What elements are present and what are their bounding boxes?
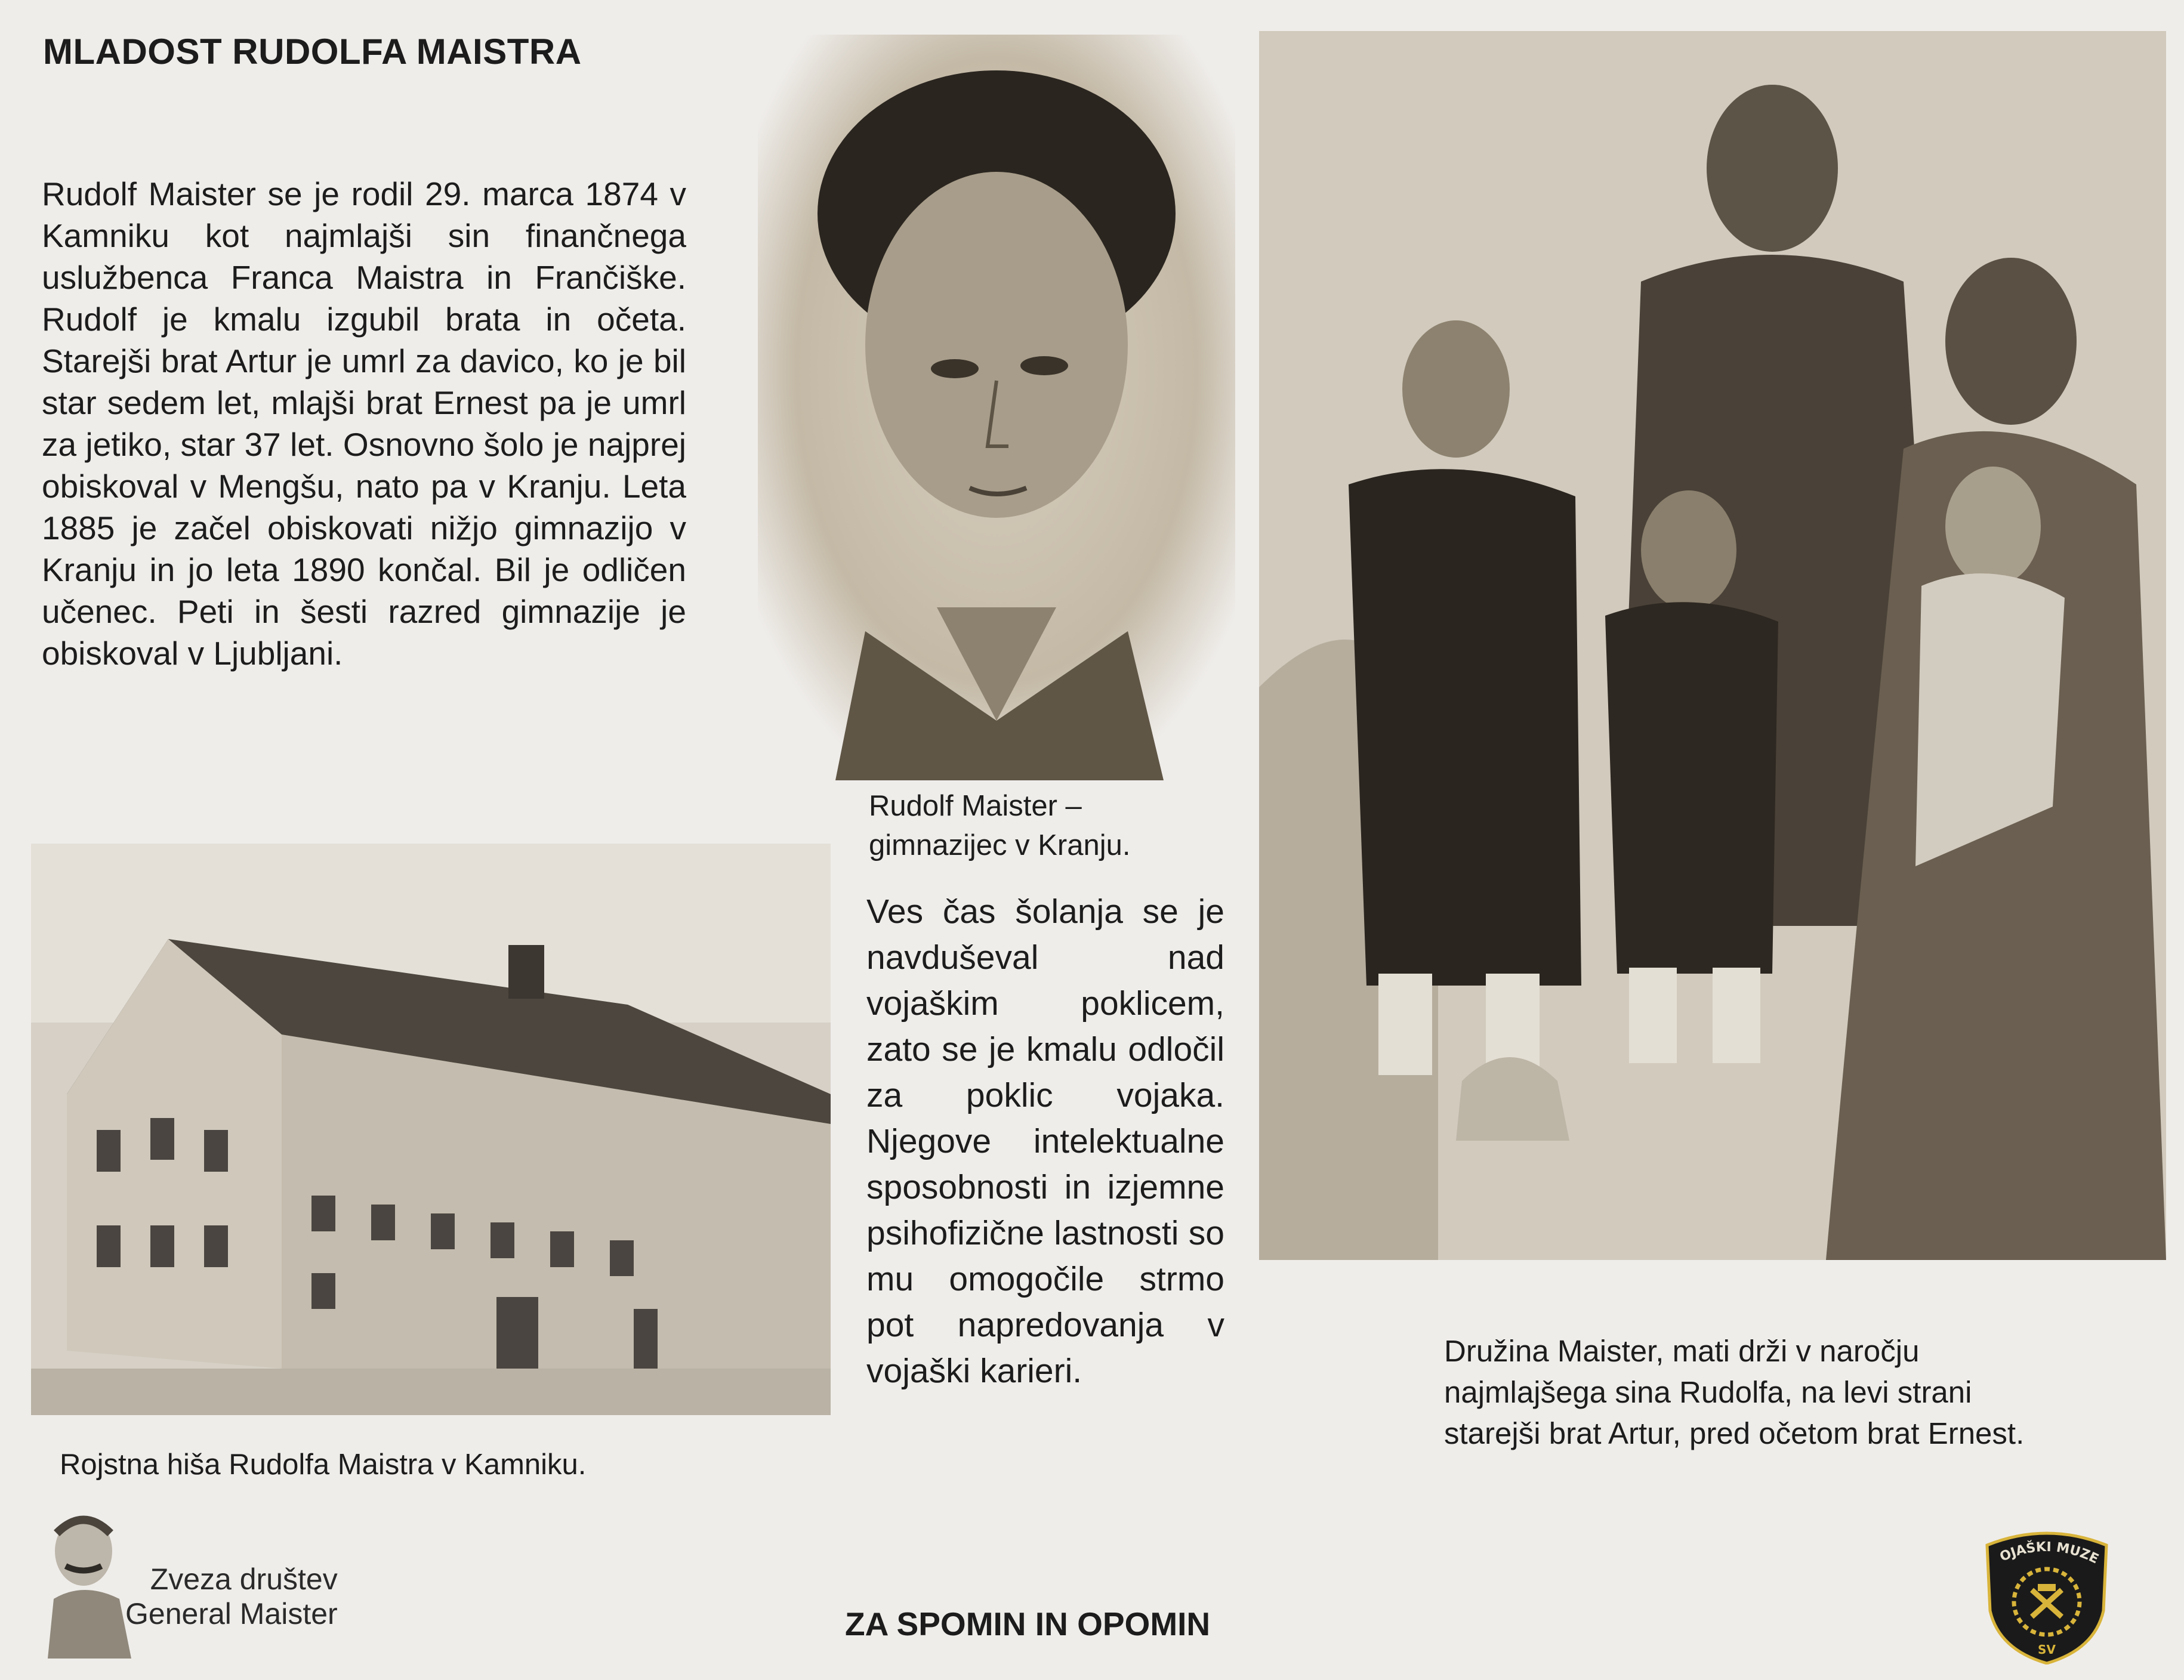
school-text: Ves čas šolanja se je navduševal nad vojaškim poklicem, zato se je kmalu odločil za poklic vojaka. Njegove intelektualne sposobnosti in izjemne psihofizične lastnosti so mu omogočile strmo pot napredovanja v vojaški karieri. (866, 892, 1224, 1390)
museum-shield-icon (1975, 1521, 2118, 1664)
organization-name (125, 1562, 338, 1631)
organization-name-line: Zveza društev (150, 1562, 338, 1596)
badge-text-top: OJAŠKI MUZE (1997, 1539, 2101, 1567)
footer-title: ZA SPOMIN IN OPOMIN (845, 1605, 1211, 1642)
portrait-caption-line: Rudolf Maister – (869, 790, 1082, 822)
intro-paragraph: Rudolf Maister se je rodil 29. marca 1874 v Kamniku kot najmlajši sin finančnega uslužbenca Franca Maistra in Frančiške. Rudolf je kmalu izgubil brata in očeta. Starejši brat Artur je umrl za davico, ko je bil star sedem let, mlajši brat Ernest pa je umrl za jetiko, star 37 let. Osnovno šolo je najprej obiskoval v Mengšu, nato pa v Kranju. Leta 1885 je začel obiskovati nižjo gimnazijo v Kranju in jo leta 1890 končal. Bil je odličen učenec. Peti in šesti razred gimnazije je obiskoval v Ljubljani. (42, 175, 686, 672)
organization-name-line: General Maister (125, 1597, 338, 1630)
portrait-caption-line: gimnazijec v Kranju. (869, 829, 1131, 861)
portrait-caption (869, 786, 1130, 865)
badge-text-bottom: SV (2038, 1642, 2056, 1657)
house-caption: Rojstna hiša Rudolfa Maistra v Kamniku. (60, 1449, 587, 1481)
museum-badge (1975, 1521, 2118, 1664)
intro-text (42, 173, 686, 674)
family-caption: Družina Maister, mati drži v naročju najmlajšega sina Rudolfa, na levi strani starejši brat Artur, pred očetom brat Ernest. (1444, 1334, 2025, 1450)
portrait-photo (758, 35, 1235, 780)
panel-title: MLADOST RUDOLFA MAISTRA (43, 32, 582, 72)
house-photo (31, 844, 831, 1415)
family-photo (1259, 31, 2166, 1260)
